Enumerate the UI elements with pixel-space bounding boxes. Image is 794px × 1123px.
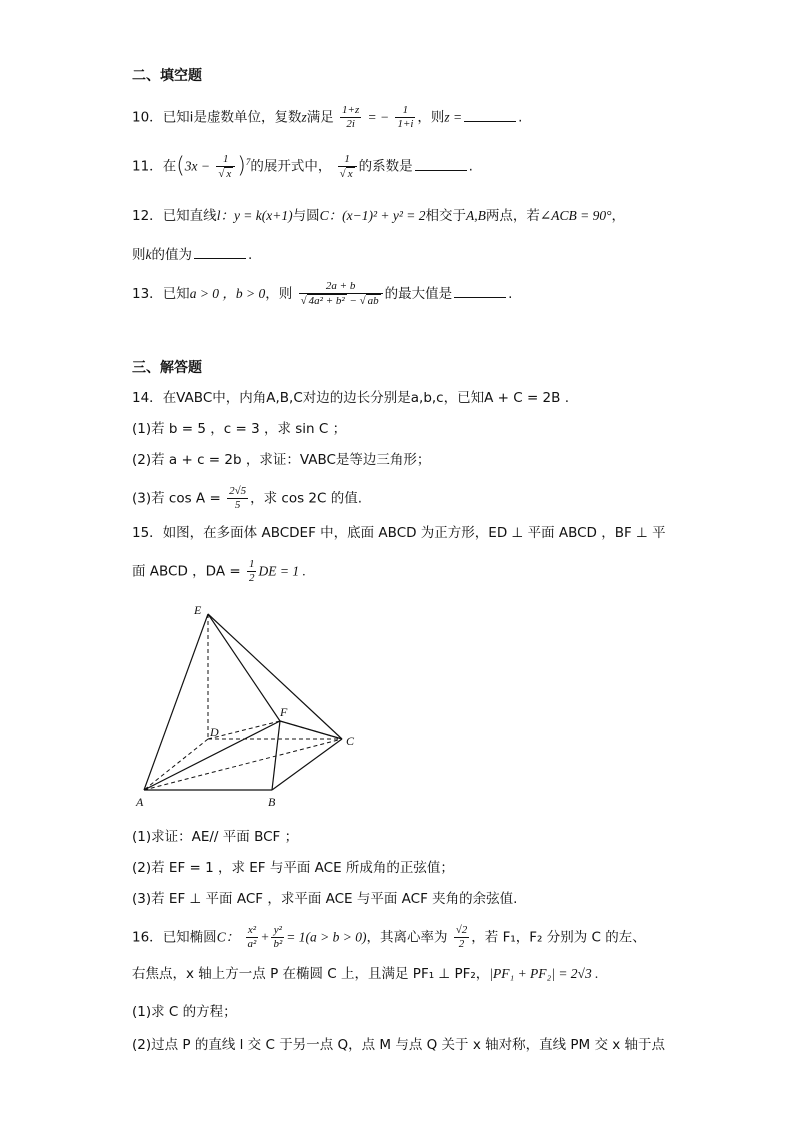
label-D: D: [210, 725, 219, 739]
q11-expr: 3x −: [184, 158, 211, 174]
q14-p3-fraction: [227, 485, 248, 512]
q11-text-b: 的展开式中，: [250, 158, 332, 175]
q11-frac-den-radicand: x: [226, 167, 232, 180]
section-title-fill-blank: 二、填空题: [132, 68, 202, 84]
q11-power: 7: [245, 157, 251, 167]
q10-answer-lhs: z =: [444, 109, 463, 125]
q12-end: .: [248, 247, 253, 263]
q12-circle-eq: C：(x−1)² + y² = 2: [319, 208, 426, 223]
edge-EF: [208, 614, 280, 721]
q16-eq1: = 1(a > b > 0): [286, 929, 367, 945]
q16-text-a: 已知椭圆: [162, 929, 217, 946]
label-A: A: [136, 795, 144, 809]
q15-number: 15．: [132, 525, 163, 541]
q14-part-1: (1)若 b = 5 ，c = 3 ，求 sin C ；: [132, 421, 347, 437]
q12-k: k: [145, 247, 152, 262]
q11-frac-den: √ x: [218, 167, 232, 180]
q10-fraction-1: [340, 104, 361, 131]
q13-frac-num: 2a + b: [299, 280, 383, 294]
q10-text-a: 已知i是虚数单位，复数: [162, 109, 302, 126]
q16-e-num: √2: [455, 924, 468, 936]
label-C: C: [346, 734, 355, 748]
q12-angle: ∠ACB = 90°: [539, 208, 612, 223]
q14-p3-num: 2√5: [229, 485, 247, 497]
q16-frac-y: [271, 924, 284, 951]
edge-EA: [144, 614, 208, 790]
q16-a2: a²: [247, 938, 257, 950]
q11-left-paren: (: [176, 153, 185, 179]
q16-line2: 右焦点，x 轴上方一点 P 在椭圆 C 上，且满足 PF₁ ⊥ PF₂，: [132, 966, 490, 982]
question-16: [132, 924, 646, 951]
q11-text-a: 在: [162, 158, 177, 175]
q11-frac-num: 1: [216, 153, 235, 167]
question-10: [132, 104, 522, 131]
q11-number: 11．: [132, 158, 163, 175]
q15-text-b-a: 面 ABCD ，DA =: [132, 563, 241, 580]
q16-y2: y²: [271, 924, 284, 938]
q10-answer-blank[interactable]: [464, 107, 516, 122]
q11-right-paren: ): [237, 153, 246, 179]
question-16-line-2: [132, 964, 598, 984]
q13-text-b: ，则: [265, 286, 293, 302]
q10-text-c: ，则: [417, 109, 445, 126]
q16-frac-x: [246, 924, 259, 951]
q16-part-1: (1)求 C 的方程；: [132, 1004, 237, 1020]
question-15-line-2: [132, 558, 306, 585]
q15-frac-num: 1: [248, 558, 255, 570]
q13-fraction: [299, 280, 383, 308]
q13-den-b: ab: [367, 295, 379, 307]
q15-text-a: 如图，在多面体 ABCDEF 中，底面 ABCD 为正方形，ED ⊥ 平面 ABCD ，BF ⊥ 平: [162, 525, 666, 541]
q12-text-a: 已知直线: [162, 208, 217, 224]
q11-fraction: [216, 153, 235, 181]
q11-frac2-den-radicand: x: [347, 167, 353, 180]
q15-part-2: (2)若 EF = 1 ，求 EF 与平面 ACE 所成角的正弦值；: [132, 860, 454, 876]
q12-text-e: ，: [611, 208, 625, 224]
q15-part-3: (3)若 EF ⊥ 平面 ACF ，求平面 ACE 与平面 ACF 夹角的余弦值.: [132, 891, 518, 907]
label-E: E: [194, 603, 202, 617]
q15-text-b-b: DE = 1 .: [258, 563, 306, 579]
q12-line2-b: 的值为: [151, 247, 192, 263]
question-12-line-2: [132, 244, 252, 265]
q13-end: .: [508, 286, 513, 302]
q10-var-z: z: [301, 109, 307, 125]
q10-number: 10．: [132, 109, 163, 126]
edge-AC: [144, 739, 342, 790]
q11-frac2-num: 1: [338, 153, 357, 167]
q14-part-2: (2)若 a + c = 2b ，求证：VABC是等边三角形；: [132, 452, 431, 468]
q14-p3-den: 5: [234, 499, 241, 511]
edge-EC: [208, 614, 342, 739]
q10-frac2-den: 1+i: [397, 118, 414, 130]
q13-answer-blank[interactable]: [454, 283, 506, 298]
q10-text-b: 满足: [306, 109, 334, 126]
q16-part-2: (2)过点 P 的直线 l 交 C 于另一点 Q，点 M 与点 Q 关于 x 轴对称，直线 PM 交 x 轴于点: [132, 1037, 666, 1053]
q12-line-eq: l：y = k(x+1): [216, 208, 293, 223]
question-12: [132, 206, 625, 226]
q15-frac-den: 2: [248, 572, 255, 584]
q16-vector-condition: |PF₁ + PF₂| = 2√3 .: [489, 966, 599, 981]
edge-BC: [272, 739, 342, 790]
q13-text-a: 已知: [162, 286, 190, 302]
q14-p3-a: (3)若 cos A =: [132, 490, 221, 507]
q13-number: 13．: [132, 286, 163, 302]
question-11: [132, 152, 473, 181]
polyhedron-figure: [130, 596, 370, 812]
q12-number: 12．: [132, 208, 163, 224]
q11-text-c: 的系数是: [358, 158, 413, 175]
q10-frac1-num: 1+z: [342, 104, 360, 116]
q10-end: .: [518, 109, 523, 126]
question-13: [132, 280, 512, 308]
q13-frac-den: √ 4a² + b² − √ ab: [300, 295, 379, 307]
q14-part-3: [132, 485, 362, 512]
q11-fraction-2: [338, 153, 357, 181]
q13-condition: a > 0 ，b > 0: [189, 286, 266, 301]
q11-end: .: [468, 158, 473, 175]
q10-equals: = −: [367, 109, 390, 125]
q13-den-mid: −: [346, 295, 360, 307]
question-15: [132, 523, 666, 543]
q16-e-den: 2: [458, 938, 465, 950]
q16-text-c: ，若 F₁，F₂ 分别为 C 的左、: [471, 929, 646, 946]
q13-text-c: 的最大值是: [384, 286, 453, 302]
q12-text-b: 与圆: [292, 208, 320, 224]
q16-plus: +: [260, 929, 270, 945]
q14-p3-b: ，求 cos 2C 的值.: [250, 490, 363, 507]
q11-frac2-den: √ x: [339, 167, 353, 180]
q10-frac1-den: 2i: [346, 118, 355, 130]
q12-points: A,B: [466, 208, 486, 223]
label-B: B: [268, 795, 276, 809]
q12-answer-blank[interactable]: [194, 244, 246, 259]
q16-x2: x²: [246, 924, 259, 938]
label-F: F: [280, 705, 288, 719]
q16-c-label: C：: [216, 929, 240, 945]
q12-line2-a: 则: [132, 247, 146, 263]
q15-fraction: [247, 558, 257, 585]
q14-number: 14．: [132, 390, 163, 406]
question-14: [132, 388, 569, 408]
section-title-solution: 三、解答题: [132, 360, 202, 376]
q13-den-a: 4a² + b²: [308, 295, 345, 307]
edge-DF: [208, 721, 280, 739]
q16-eccentricity: [454, 924, 470, 951]
q11-answer-blank[interactable]: [415, 156, 467, 171]
q12-text-c: 相交于: [425, 208, 467, 224]
q10-frac2-num: 1: [395, 104, 415, 118]
q16-b2: b²: [273, 938, 283, 950]
q16-text-b: ，其离心率为: [366, 929, 448, 946]
q16-number: 16．: [132, 929, 163, 946]
q14-text: 在VABC中，内角A,B,C对边的边长分别是a,b,c，已知A + C = 2B .: [162, 390, 569, 406]
q15-part-1: (1)求证：AE// 平面 BCF ；: [132, 829, 299, 845]
q12-text-d: 两点，若: [485, 208, 540, 224]
q10-fraction-2: [395, 104, 415, 131]
